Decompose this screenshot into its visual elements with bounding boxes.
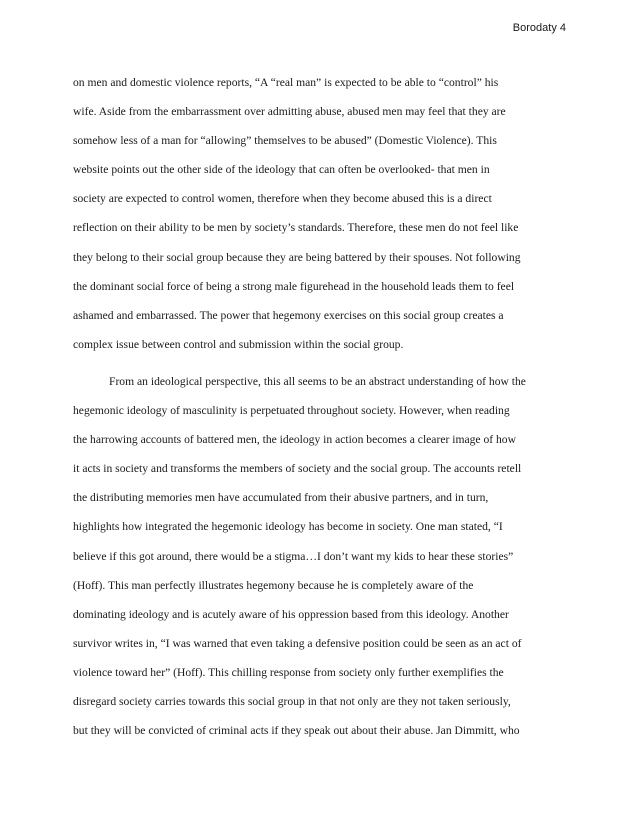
- text-line: disregard society carries towards this social group in that not only are they not taken seriously,: [73, 694, 511, 708]
- text-line: but they will be convicted of criminal acts if they speak out about their abuse. Jan Dimmitt, who: [73, 724, 520, 738]
- text-line: (Hoff). This man perfectly illustrates hegemony because he is completely aware of the: [73, 578, 474, 592]
- text-line: hegemonic ideology of masculinity is perpetuated throughout society. However, when reading: [73, 404, 510, 418]
- running-head: Borodaty 4: [512, 22, 566, 34]
- text-line: the harrowing accounts of battered men, the ideology in action becomes a clearer image of how: [73, 433, 516, 447]
- text-line: they belong to their social group because they are being battered by their spouses. Not following: [73, 250, 521, 264]
- text-line: the dominant social force of being a strong male figurehead in the household leads them to feel: [73, 279, 515, 293]
- paragraph-gap: [73, 359, 567, 367]
- paragraph: [73, 68, 567, 359]
- text-line: violence toward her” (Hoff). This chilling response from society only further exemplifies the: [73, 665, 504, 679]
- text-line: the distributing memories men have accumulated from their abusive partners, and in turn,: [73, 491, 489, 505]
- text-line: somehow less of a man for “allowing” themselves to be abused” (Domestic Violence). This: [73, 134, 497, 148]
- text-line: wife. Aside from the embarrassment over admitting abuse, abused men may feel that they are: [73, 105, 506, 119]
- text-line: believe if this got around, there would be a stigma…I don’t want my kids to hear these stories”: [73, 549, 514, 563]
- paragraph: [73, 367, 567, 745]
- text-line: dominating ideology and is acutely aware of his oppression based from this ideology. Another: [73, 607, 509, 621]
- text-line: website points out the other side of the ideology that can often be overlooked- that men in: [73, 163, 490, 177]
- body-text: [73, 68, 567, 745]
- text-line: it acts in society and transforms the members of society and the social group. The accounts retell: [73, 462, 522, 476]
- text-line: survivor writes in, “I was warned that even taking a defensive position could be seen as an act of: [73, 636, 522, 650]
- text-line: on men and domestic violence reports, “A “real man” is expected to be able to “control” his: [73, 76, 499, 89]
- text-line: ashamed and embarrassed. The power that hegemony exercises on this social group creates a: [73, 308, 504, 322]
- text-line: highlights how integrated the hegemonic ideology has become in society. One man stated, “I: [73, 520, 503, 534]
- text-line: reflection on their ability to be men by society’s standards. Therefore, these men do not feel like: [73, 221, 519, 235]
- text-line: From an ideological perspective, this all seems to be an abstract understanding of how the: [109, 374, 526, 388]
- text-line: complex issue between control and submission within the social group.: [73, 337, 404, 351]
- text-line: society are expected to control women, therefore when they become abused this is a direct: [73, 192, 492, 206]
